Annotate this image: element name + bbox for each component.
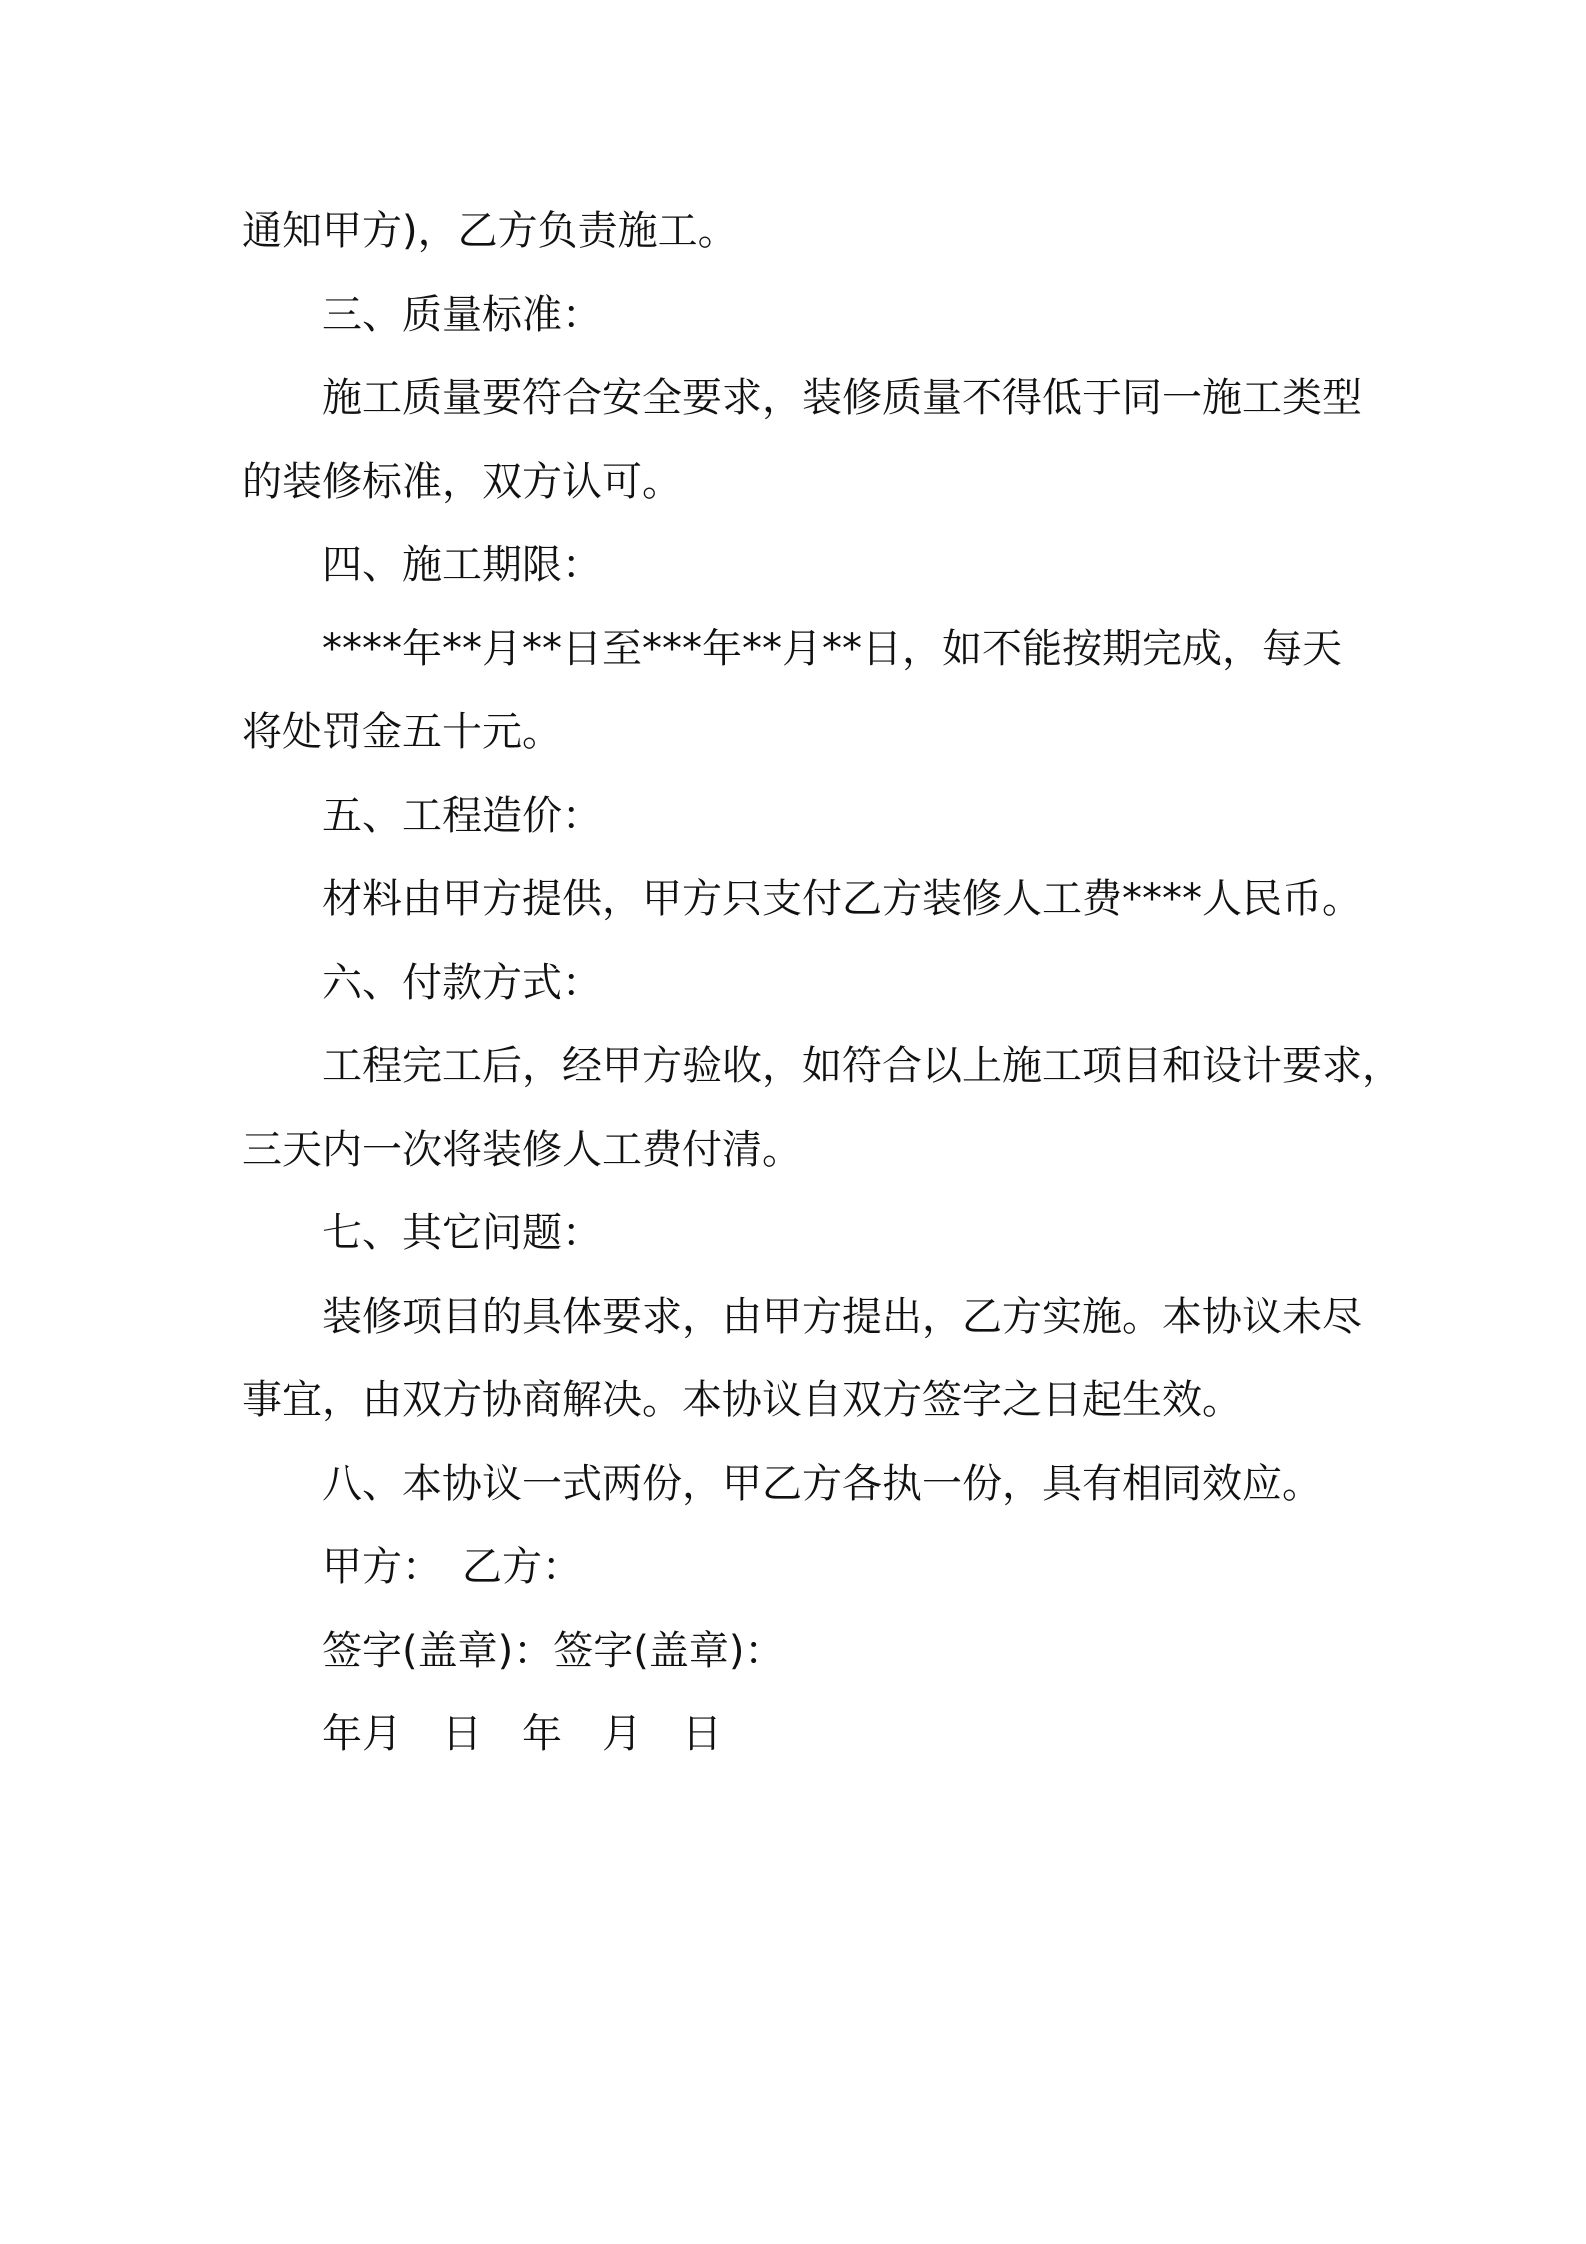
section-copies: 八、本协议一式两份，甲乙方各执一份，具有相同效应。 xyxy=(322,1460,1322,1507)
paragraph-other-continued: 事宜，由双方协商解决。本协议自双方签字之日起生效。 xyxy=(242,1377,1242,1423)
section-heading-other: 七、其它问题： xyxy=(322,1210,602,1256)
document-body xyxy=(242,190,1402,1777)
signature-dates: 年月 日 年 月 日 xyxy=(322,1711,722,1757)
paragraph-other: 装修项目的具体要求，由甲方提出，乙方实施。本协议未尽 xyxy=(322,1293,1362,1340)
section-heading-payment: 六、付款方式： xyxy=(322,959,602,1006)
paragraph-period-continued: 将处罚金五十元。 xyxy=(242,709,562,755)
paragraph-cost: 材料由甲方提供，甲方只支付乙方装修人工费****人民币。 xyxy=(322,876,1362,922)
paragraph-payment: 工程完工后，经甲方验收，如符合以上施工项目和设计要求， xyxy=(322,1043,1402,1089)
text-line-continuation: 通知甲方)，乙方负责施工。 xyxy=(242,208,738,254)
section-heading-period: 四、施工期限： xyxy=(322,542,602,588)
signature-parties: 甲方： 乙方： xyxy=(322,1544,582,1590)
paragraph-quality: 施工质量要符合安全要求，装修质量不得低于同一施工类型 xyxy=(322,375,1362,421)
paragraph-quality-continued: 的装修标准，双方认可。 xyxy=(242,458,682,505)
section-heading-cost: 五、工程造价： xyxy=(322,792,602,839)
paragraph-payment-continued: 三天内一次将装修人工费付清。 xyxy=(242,1126,802,1173)
paragraph-period: ****年**月**日至***年**月**日，如不能按期完成，每天 xyxy=(322,625,1342,672)
section-heading-quality: 三、质量标准： xyxy=(322,291,602,338)
signature-stamp-labels: 签字(盖章)：签字(盖章)： xyxy=(322,1627,785,1674)
